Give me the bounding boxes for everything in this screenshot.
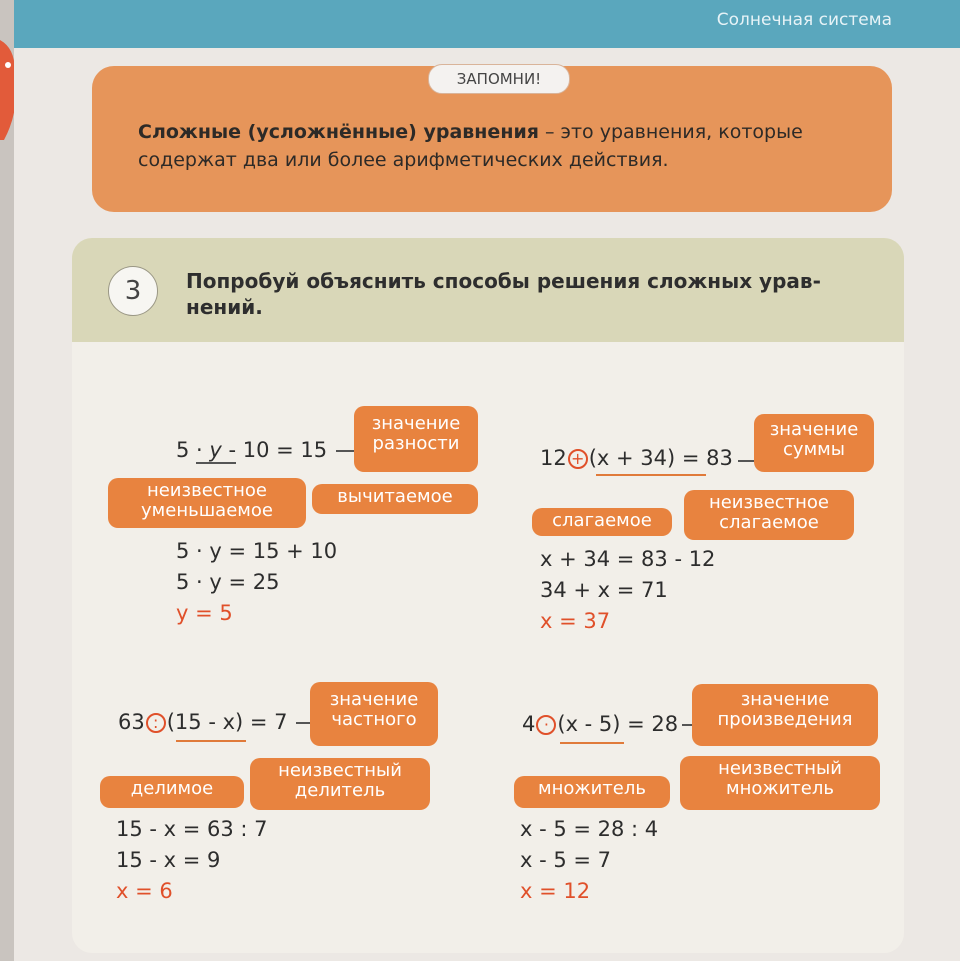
underline-4: [560, 742, 624, 744]
solution-2: x + 34 = 83 - 12 34 + x = 71 x = 37: [540, 544, 715, 637]
label-unknown-1: неизвестное уменьшаемое: [108, 478, 306, 528]
underline-1: [196, 462, 236, 464]
label-known-1: вычитаемое: [312, 484, 478, 514]
answer-2: x = 37: [540, 609, 611, 633]
label-unknown-2: неизвестное слагаемое: [684, 490, 854, 540]
solution-4: x - 5 = 28 : 4 x - 5 = 7 x = 12: [520, 814, 658, 907]
remember-definition: [138, 118, 858, 174]
definition-text: – это уравнения, которые содержат два или более арифметических действия.: [138, 121, 803, 171]
answer-1: y = 5: [176, 601, 233, 625]
chapter-band: [14, 0, 960, 48]
label-known-4: множитель: [514, 776, 670, 808]
label-result-1: значение разности: [354, 406, 478, 472]
label-result-3: значение частного: [310, 682, 438, 746]
answer-3: x = 6: [116, 879, 173, 903]
remember-tag: ЗАПОМНИ!: [428, 64, 570, 94]
equation-2: 12 + (x + 34) = 83: [540, 446, 733, 470]
underline-3: [176, 740, 246, 742]
solution-1: 5 · y = 15 + 10 5 · y = 25 y = 5: [176, 536, 337, 629]
label-unknown-4: неизвестный множитель: [680, 756, 880, 810]
answer-4: x = 12: [520, 879, 591, 903]
label-known-2: слагаемое: [532, 508, 672, 536]
label-result-4: значение произведения: [692, 684, 878, 746]
task-text: Попробуй объяснить способы решения сложных урав-нений.: [186, 269, 821, 319]
connector-1: [336, 450, 354, 452]
chapter-title: Солнечная система: [716, 10, 892, 30]
solution-3: 15 - x = 63 : 7 15 - x = 9 x = 6: [116, 814, 268, 907]
equation-1: 5 · y - 10 = 15: [176, 438, 328, 462]
task-number: 3: [108, 266, 158, 316]
equation-3: 63 : (15 - x) = 7: [118, 710, 288, 734]
definition-term: Сложные (усложнённые) уравнения: [138, 121, 539, 143]
underline-2: [596, 474, 706, 476]
equation-4: 4 · (x - 5) = 28: [522, 712, 679, 736]
label-result-2: значение суммы: [754, 414, 874, 472]
label-unknown-3: неизвестный делитель: [250, 758, 430, 810]
label-known-3: делимое: [100, 776, 244, 808]
